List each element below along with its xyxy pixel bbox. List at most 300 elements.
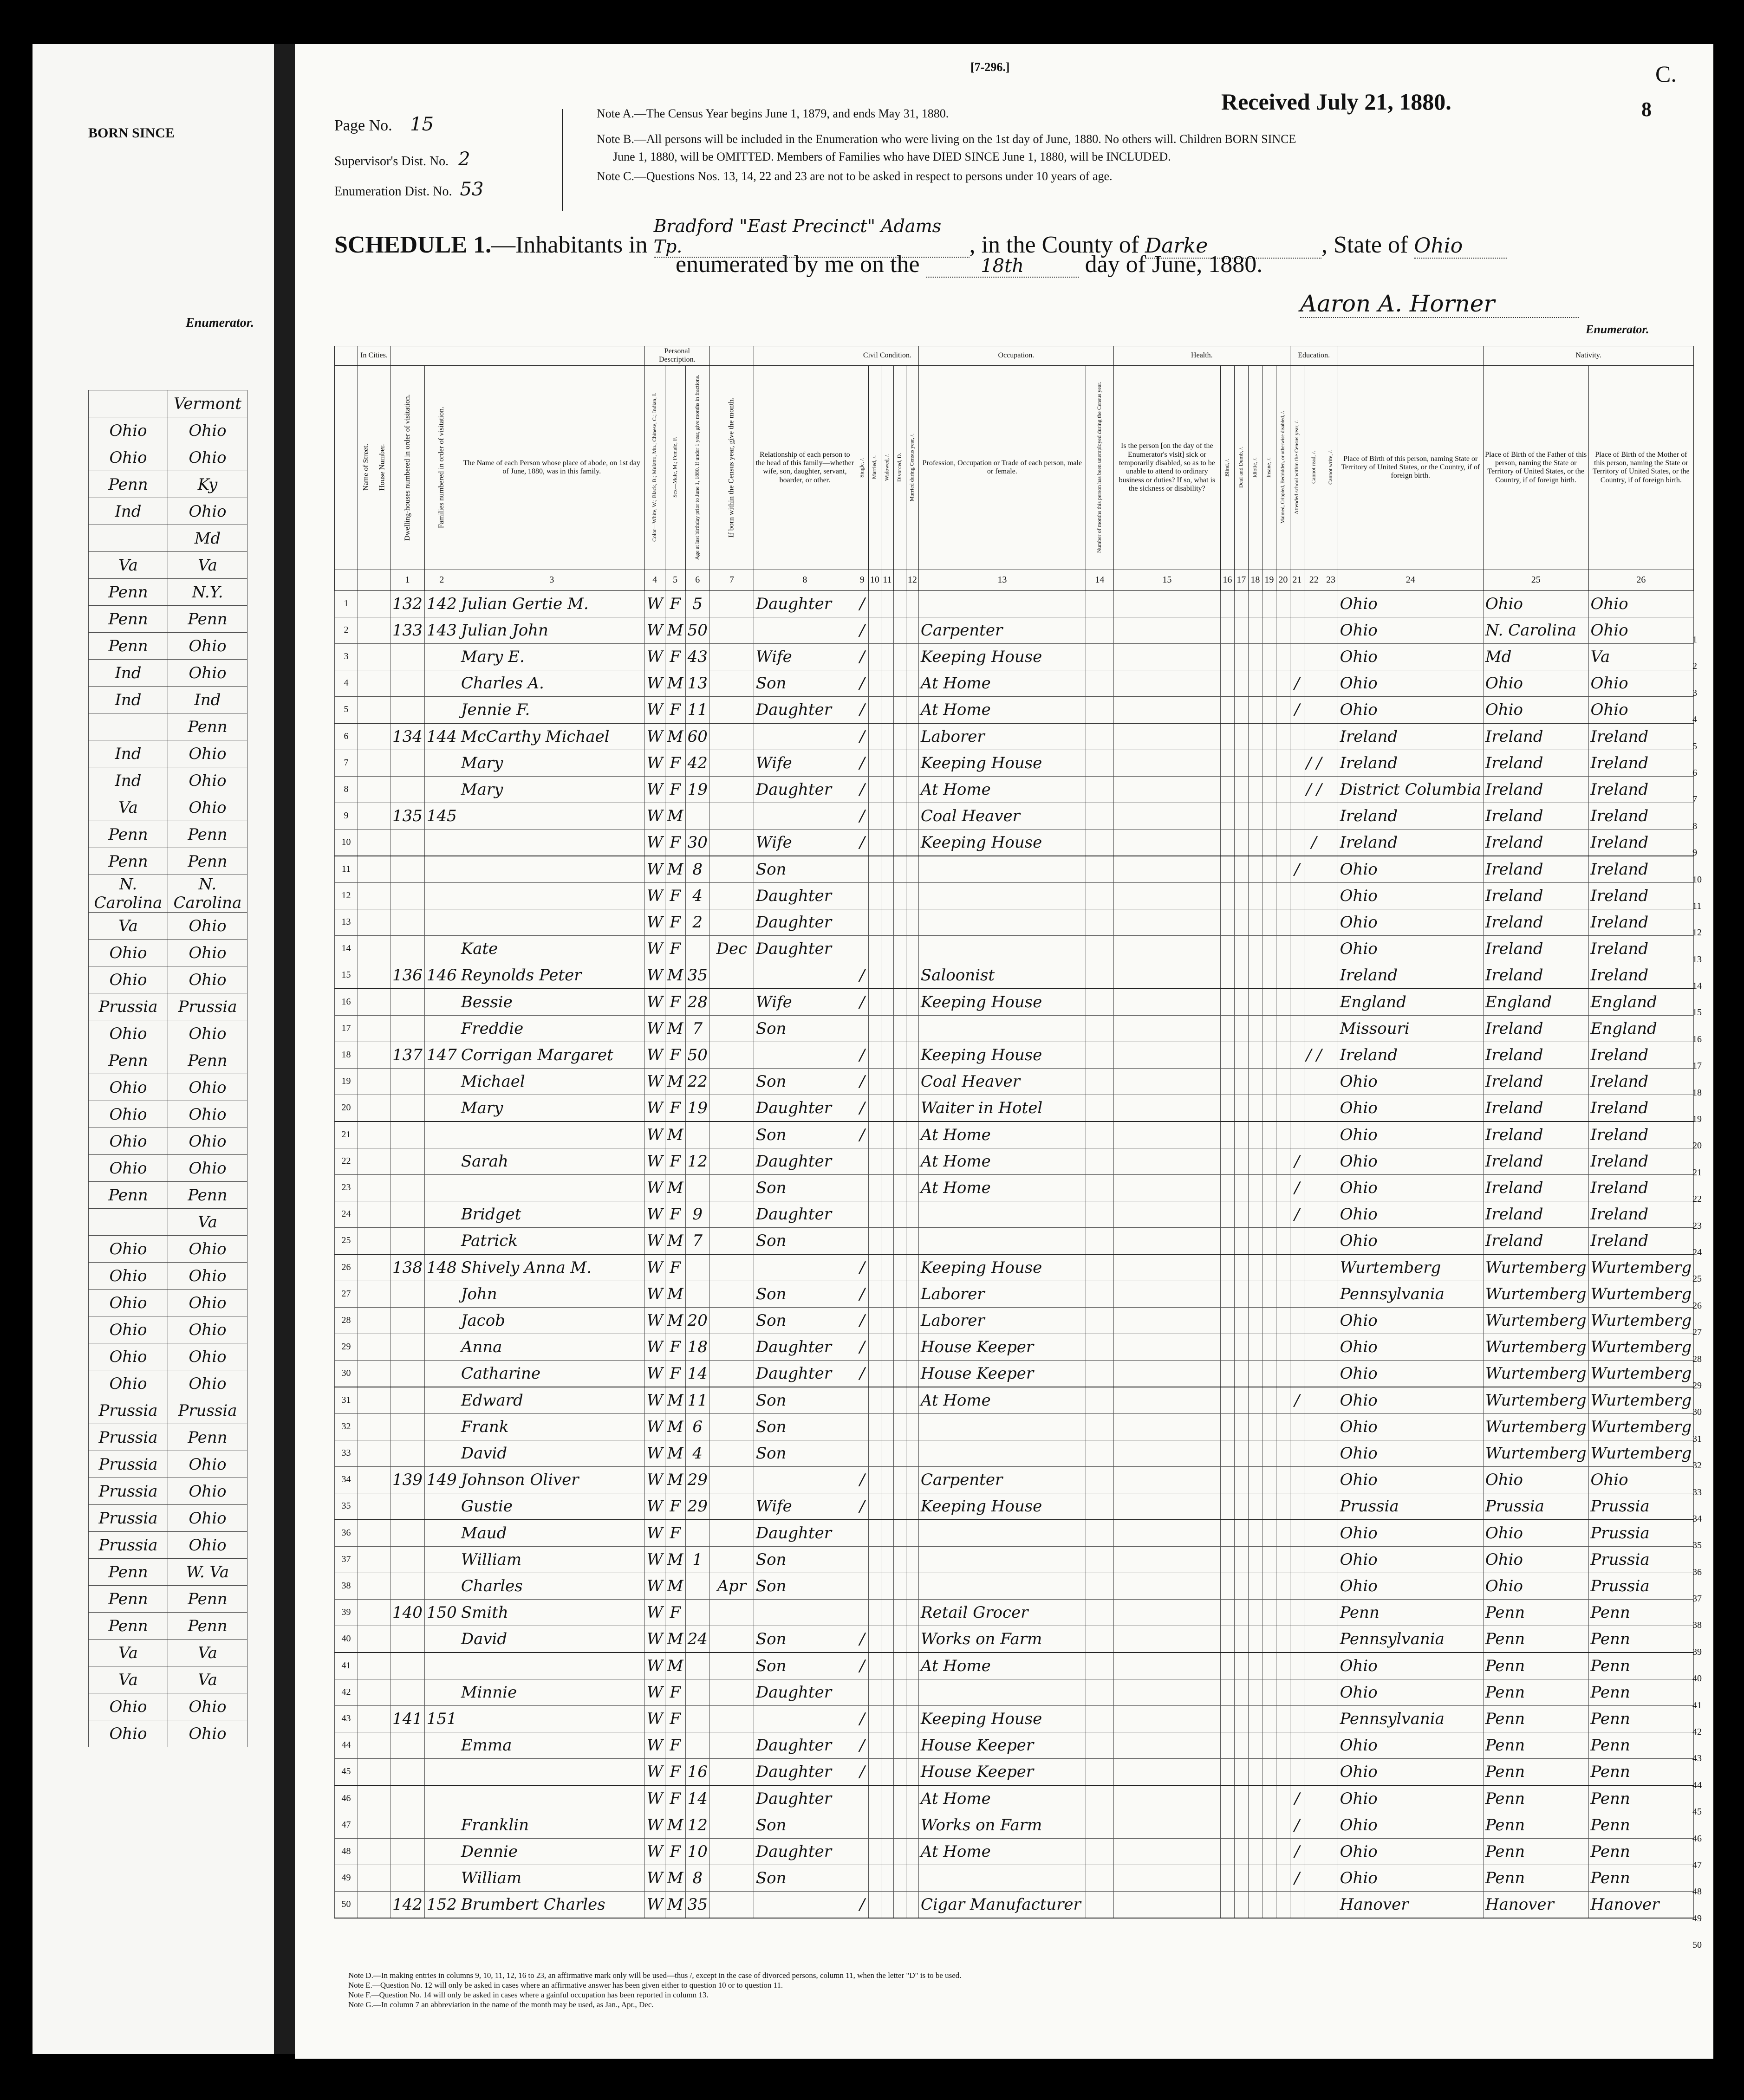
person-name: Frank — [459, 1413, 644, 1440]
married-cell — [868, 935, 881, 962]
deaf-cell — [1234, 1095, 1248, 1121]
previous-mother-birth-cell: Penn — [168, 821, 247, 848]
sex-cell: F — [665, 776, 685, 803]
cannot-write-cell — [1324, 617, 1338, 643]
previous-mother-birth-cell: Prussia — [168, 1397, 247, 1424]
previous-page-row — [89, 1370, 247, 1397]
family-number: 144 — [424, 723, 459, 750]
school-cell — [1290, 1546, 1304, 1573]
previous-page-row — [89, 552, 247, 579]
mother-birth-cell: Penn — [1588, 1812, 1694, 1838]
relationship-cell: Son — [754, 1440, 856, 1466]
married-cell — [868, 1440, 881, 1466]
previous-page-row — [89, 940, 247, 966]
column-number: 4 — [644, 570, 665, 590]
previous-page-row — [89, 1424, 247, 1451]
relationship-cell — [754, 803, 856, 829]
mother-birth-cell: England — [1588, 989, 1694, 1016]
family-number — [424, 1732, 459, 1758]
right-line-number: 27 — [1692, 1327, 1702, 1338]
months-unemployed-cell — [1086, 1758, 1113, 1785]
mother-birth-cell: Ireland — [1588, 856, 1694, 883]
color-cell: W — [644, 723, 665, 750]
father-birth-cell: Ireland — [1483, 882, 1588, 909]
divorced-cell — [893, 935, 906, 962]
line-number: 38 — [335, 1573, 358, 1599]
person-name: David — [459, 1626, 644, 1653]
divorced-cell — [893, 1546, 906, 1573]
sex-cell: M — [665, 1546, 685, 1573]
occupation-cell: Keeping House — [918, 829, 1086, 856]
house-number-cell — [374, 617, 390, 643]
divorced-cell — [893, 1838, 906, 1865]
mother-birth-cell: Prussia — [1588, 1520, 1694, 1547]
relationship-cell: Daughter — [754, 1334, 856, 1360]
maimed-cell — [1276, 1838, 1290, 1865]
months-unemployed-cell — [1086, 1068, 1113, 1095]
birth-month-cell — [709, 1466, 754, 1493]
school-head: Attended school within the Census year, /. — [1290, 365, 1304, 570]
cannot-write-cell — [1324, 1095, 1338, 1121]
color-cell: W — [644, 1838, 665, 1865]
married-year-cell — [906, 776, 918, 803]
census-row — [335, 1599, 1694, 1626]
widowed-cell — [881, 750, 893, 776]
cannot-read-cell — [1304, 1281, 1324, 1307]
group-in-cities: In Cities. — [358, 346, 390, 366]
sickness-cell — [1113, 590, 1220, 617]
father-birth-cell: Ireland — [1483, 1121, 1588, 1148]
cannot-write-cell — [1324, 882, 1338, 909]
insane-cell — [1262, 1174, 1276, 1201]
cannot-read-cell — [1304, 1732, 1324, 1758]
previous-father-birth-cell: Penn — [89, 633, 168, 660]
school-cell — [1290, 1705, 1304, 1732]
previous-page-row — [89, 1559, 247, 1586]
street-cell — [358, 1705, 374, 1732]
previous-father-birth-cell: Ohio — [89, 1128, 168, 1155]
family-number — [424, 1520, 459, 1547]
previous-page-row — [89, 1451, 247, 1478]
relationship-cell: Daughter — [754, 1360, 856, 1387]
deaf-cell — [1234, 1227, 1248, 1254]
cannot-read-cell — [1304, 962, 1324, 989]
relationship-cell: Daughter — [754, 776, 856, 803]
mother-birth-cell: Penn — [1588, 1838, 1694, 1865]
mother-birth-cell: Penn — [1588, 1599, 1694, 1626]
single-cell: / — [856, 696, 868, 723]
birth-place-cell: Ireland — [1338, 750, 1483, 776]
insane-cell — [1262, 1307, 1276, 1334]
street-cell — [358, 1148, 374, 1174]
house-number-cell — [374, 1201, 390, 1227]
census-row — [335, 1705, 1694, 1732]
divorced-cell — [893, 617, 906, 643]
deaf-cell — [1234, 1466, 1248, 1493]
blind-head: Blind, /. — [1220, 365, 1234, 570]
occupation-cell: Retail Grocer — [918, 1599, 1086, 1626]
street-cell — [358, 1042, 374, 1068]
widowed-cell — [881, 1865, 893, 1891]
married-year-cell — [906, 989, 918, 1016]
previous-mother-birth-cell: Ohio — [168, 1370, 247, 1397]
cannot-read-cell — [1304, 696, 1324, 723]
age-cell — [685, 1174, 709, 1201]
previous-page-row — [89, 1155, 247, 1182]
note-g: Note G.—In column 7 an abbreviation in the name of the month may be used, as Jan., Apr., Dec. — [348, 2000, 654, 2009]
census-row — [335, 1174, 1694, 1201]
deaf-cell — [1234, 1360, 1248, 1387]
father-birth-head: Place of Birth of the Father of this person, naming the State or Territory of United States, or the Country, if of foreign birth. — [1483, 365, 1588, 570]
maimed-cell — [1276, 882, 1290, 909]
months-unemployed-head: Number of months this person has been unemployed during the Census year. — [1086, 365, 1113, 570]
color-cell: W — [644, 1015, 665, 1042]
mother-birth-cell: Ohio — [1588, 696, 1694, 723]
divorced-cell — [893, 696, 906, 723]
father-birth-cell: Wurtemberg — [1483, 1334, 1588, 1360]
column-number — [893, 570, 906, 590]
dwelling-number — [390, 1573, 425, 1599]
enumeration-dist-value: 53 — [460, 179, 484, 200]
months-unemployed-cell — [1086, 1679, 1113, 1705]
mother-birth-cell: Penn — [1588, 1785, 1694, 1812]
single-cell: / — [856, 590, 868, 617]
single-cell — [856, 1201, 868, 1227]
person-name: Julian Gertie M. — [459, 590, 644, 617]
census-page — [295, 44, 1713, 2059]
previous-father-birth-cell: Ohio — [89, 1370, 168, 1397]
single-cell: / — [856, 1307, 868, 1334]
divorced-cell — [893, 1812, 906, 1838]
divorced-cell — [893, 643, 906, 670]
dwelling-number — [390, 1679, 425, 1705]
single-cell — [856, 935, 868, 962]
age-cell: 11 — [685, 1387, 709, 1414]
dwelling-number — [390, 1440, 425, 1466]
line-number: 30 — [335, 1360, 358, 1387]
family-number — [424, 643, 459, 670]
dwelling-number: 138 — [390, 1254, 425, 1281]
street-cell — [358, 1732, 374, 1758]
house-number-cell — [374, 1891, 390, 1918]
sex-cell: M — [665, 856, 685, 883]
months-unemployed-cell — [1086, 670, 1113, 696]
line-number: 1 — [335, 590, 358, 617]
relationship-cell: Son — [754, 1281, 856, 1307]
insane-cell — [1262, 1599, 1276, 1626]
father-birth-cell: Wurtemberg — [1483, 1254, 1588, 1281]
deaf-cell — [1234, 1865, 1248, 1891]
right-line-number: 32 — [1692, 1460, 1702, 1471]
father-birth-cell: Penn — [1483, 1732, 1588, 1758]
blind-cell — [1220, 1174, 1234, 1201]
school-cell: / — [1290, 1174, 1304, 1201]
occupation-cell — [918, 1227, 1086, 1254]
street-head: Name of Street. — [358, 365, 374, 570]
house-number-cell — [374, 856, 390, 883]
single-cell: / — [856, 1466, 868, 1493]
birth-month-cell — [709, 1360, 754, 1387]
street-cell — [358, 882, 374, 909]
line-number: 49 — [335, 1865, 358, 1891]
idiotic-cell — [1248, 723, 1262, 750]
insane-cell — [1262, 1360, 1276, 1387]
occupation-cell: Works on Farm — [918, 1812, 1086, 1838]
birth-month-cell — [709, 590, 754, 617]
census-row — [335, 776, 1694, 803]
age-head: Age at last birthday prior to June 1, 1880. If under 1 year, give months in fractions. — [685, 365, 709, 570]
dwelling-number — [390, 909, 425, 935]
mother-birth-cell: Prussia — [1588, 1573, 1694, 1599]
months-unemployed-cell — [1086, 1493, 1113, 1520]
right-line-number: 1 — [1692, 635, 1697, 645]
married-cell — [868, 1387, 881, 1414]
insane-cell — [1262, 1015, 1276, 1042]
school-cell: / — [1290, 1838, 1304, 1865]
sex-cell: M — [665, 670, 685, 696]
family-number — [424, 1812, 459, 1838]
cannot-write-cell — [1324, 1891, 1338, 1918]
months-unemployed-cell — [1086, 803, 1113, 829]
family-number — [424, 1360, 459, 1387]
mother-birth-cell: Ireland — [1588, 1042, 1694, 1068]
idiotic-cell — [1248, 1015, 1262, 1042]
married-year-cell — [906, 590, 918, 617]
previous-page-row — [89, 660, 247, 687]
cannot-read-cell — [1304, 1227, 1324, 1254]
birth-month-cell — [709, 643, 754, 670]
months-unemployed-cell — [1086, 1360, 1113, 1387]
married-cell — [868, 1174, 881, 1201]
street-cell — [358, 1068, 374, 1095]
school-cell — [1290, 829, 1304, 856]
age-cell — [685, 1121, 709, 1148]
previous-mother-birth-cell: Va — [168, 1666, 247, 1693]
right-line-number: 33 — [1692, 1487, 1702, 1497]
married-cell — [868, 1653, 881, 1679]
sex-cell: M — [665, 1174, 685, 1201]
birth-place-cell: Ohio — [1338, 1201, 1483, 1227]
deaf-cell — [1234, 1042, 1248, 1068]
occupation-cell: At Home — [918, 670, 1086, 696]
birth-month-cell: Dec — [709, 935, 754, 962]
married-year-cell — [906, 750, 918, 776]
divorced-cell — [893, 856, 906, 883]
mother-birth-cell: Wurtemberg — [1588, 1440, 1694, 1466]
age-cell — [685, 803, 709, 829]
line-number: 7 — [335, 750, 358, 776]
maimed-cell — [1276, 1015, 1290, 1042]
cannot-read-cell — [1304, 1307, 1324, 1334]
single-cell: / — [856, 1281, 868, 1307]
idiotic-cell — [1248, 1042, 1262, 1068]
sex-cell: M — [665, 1387, 685, 1414]
maimed-cell — [1276, 909, 1290, 935]
house-number-cell — [374, 1174, 390, 1201]
occupation-cell — [918, 1546, 1086, 1573]
idiotic-cell — [1248, 1865, 1262, 1891]
mother-birth-cell: Ireland — [1588, 1201, 1694, 1227]
previous-mother-birth-cell: Va — [168, 1640, 247, 1666]
deaf-cell — [1234, 1440, 1248, 1466]
color-cell: W — [644, 1705, 665, 1732]
birth-place-cell: Ohio — [1338, 1546, 1483, 1573]
mother-birth-cell: Penn — [1588, 1705, 1694, 1732]
family-number: 152 — [424, 1891, 459, 1918]
maimed-cell — [1276, 829, 1290, 856]
relationship-cell: Son — [754, 1387, 856, 1414]
deaf-cell — [1234, 750, 1248, 776]
dwelling-number — [390, 1015, 425, 1042]
street-cell — [358, 670, 374, 696]
person-name: Anna — [459, 1334, 644, 1360]
blank-head — [390, 346, 459, 366]
mother-birth-cell: Ireland — [1588, 829, 1694, 856]
widowed-cell — [881, 1387, 893, 1414]
months-unemployed-cell — [1086, 829, 1113, 856]
color-cell: W — [644, 962, 665, 989]
sickness-cell — [1113, 909, 1220, 935]
house-number-cell — [374, 1148, 390, 1174]
relationship-cell: Wife — [754, 1493, 856, 1520]
right-line-number: 43 — [1692, 1753, 1702, 1764]
widowed-cell — [881, 1546, 893, 1573]
census-row — [335, 670, 1694, 696]
age-cell — [685, 1599, 709, 1626]
married-year-cell — [906, 1281, 918, 1307]
occupation-cell — [918, 1440, 1086, 1466]
color-cell: W — [644, 1626, 665, 1653]
census-row — [335, 1254, 1694, 1281]
cannot-write-cell — [1324, 1121, 1338, 1148]
birth-month-cell — [709, 1732, 754, 1758]
married-cell — [868, 1679, 881, 1705]
divorced-cell — [893, 1705, 906, 1732]
right-line-number: 11 — [1692, 901, 1702, 911]
schedule-label: SCHEDULE 1. — [334, 232, 492, 258]
census-row — [335, 1413, 1694, 1440]
mother-birth-cell: Prussia — [1588, 1493, 1694, 1520]
cannot-read-cell — [1304, 1838, 1324, 1865]
months-unemployed-cell — [1086, 1785, 1113, 1812]
deaf-cell — [1234, 1015, 1248, 1042]
divorced-cell — [893, 909, 906, 935]
house-number-cell — [374, 1599, 390, 1626]
street-cell — [358, 1493, 374, 1520]
occupation-cell: Carpenter — [918, 1466, 1086, 1493]
cannot-write-cell — [1324, 1148, 1338, 1174]
idiotic-head: Idiotic, /. — [1248, 365, 1262, 570]
person-name — [459, 803, 644, 829]
sickness-cell — [1113, 1307, 1220, 1334]
family-number: 150 — [424, 1599, 459, 1626]
birth-month-cell — [709, 1121, 754, 1148]
sickness-cell — [1113, 1520, 1220, 1547]
previous-father-birth-cell: Ohio — [89, 966, 168, 993]
widowed-cell — [881, 1174, 893, 1201]
state-label: , State of — [1321, 232, 1408, 258]
line-col-head — [335, 346, 358, 366]
sex-cell: M — [665, 1307, 685, 1334]
occupation-cell — [918, 1520, 1086, 1547]
blind-cell — [1220, 1546, 1234, 1573]
widowed-cell — [881, 1812, 893, 1838]
sickness-cell — [1113, 1440, 1220, 1466]
blank-head — [1338, 346, 1483, 366]
maimed-cell — [1276, 1148, 1290, 1174]
house-number-cell — [374, 1307, 390, 1334]
married-year-cell — [906, 1227, 918, 1254]
insane-cell — [1262, 696, 1276, 723]
color-cell: W — [644, 935, 665, 962]
occupation-cell: Laborer — [918, 723, 1086, 750]
father-birth-cell: Ohio — [1483, 590, 1588, 617]
previous-page-enumerator-label: Enumerator. — [186, 316, 254, 330]
school-cell — [1290, 909, 1304, 935]
cannot-read-cell — [1304, 803, 1324, 829]
married-cell — [868, 1705, 881, 1732]
family-number — [424, 1015, 459, 1042]
blank-head — [459, 346, 644, 366]
street-cell — [358, 803, 374, 829]
previous-father-birth-cell: Prussia — [89, 1451, 168, 1478]
maimed-cell — [1276, 1413, 1290, 1440]
cannot-read-cell — [1304, 1440, 1324, 1466]
age-cell: 20 — [685, 1307, 709, 1334]
sex-cell: F — [665, 590, 685, 617]
previous-page-row — [89, 606, 247, 633]
note-b: Note B.—All persons will be included in the Enumeration who were living on the 1st day of June, 1880. No others will. Children BORN SINCE — [597, 132, 1296, 146]
school-cell — [1290, 803, 1304, 829]
house-number-cell — [374, 643, 390, 670]
previous-father-birth-cell: Penn — [89, 1182, 168, 1209]
blind-cell — [1220, 1785, 1234, 1812]
blind-cell — [1220, 750, 1234, 776]
blind-cell — [1220, 1095, 1234, 1121]
previous-father-birth-cell — [89, 390, 168, 417]
relationship-cell — [754, 1599, 856, 1626]
street-cell — [358, 750, 374, 776]
right-line-number: 34 — [1692, 1513, 1702, 1524]
relationship-cell: Daughter — [754, 909, 856, 935]
previous-page-row — [89, 417, 247, 444]
single-cell: / — [856, 1493, 868, 1520]
census-row — [335, 1732, 1694, 1758]
sickness-cell — [1113, 1095, 1220, 1121]
family-number — [424, 935, 459, 962]
house-number-head: House Number. — [374, 365, 390, 570]
months-unemployed-cell — [1086, 989, 1113, 1016]
census-row — [335, 1466, 1694, 1493]
family-number — [424, 1546, 459, 1573]
widowed-cell — [881, 882, 893, 909]
school-cell — [1290, 776, 1304, 803]
married-cell — [868, 1121, 881, 1148]
dwelling-number: 136 — [390, 962, 425, 989]
age-cell: 10 — [685, 1838, 709, 1865]
married-year-cell — [906, 1121, 918, 1148]
school-cell — [1290, 617, 1304, 643]
widowed-cell — [881, 1520, 893, 1547]
single-cell — [856, 1865, 868, 1891]
street-cell — [358, 909, 374, 935]
age-cell: 7 — [685, 1015, 709, 1042]
blind-cell — [1220, 989, 1234, 1016]
insane-cell — [1262, 1520, 1276, 1547]
divorced-cell — [893, 803, 906, 829]
dwelling-number — [390, 856, 425, 883]
enumeration-day: 18th — [926, 255, 1079, 278]
